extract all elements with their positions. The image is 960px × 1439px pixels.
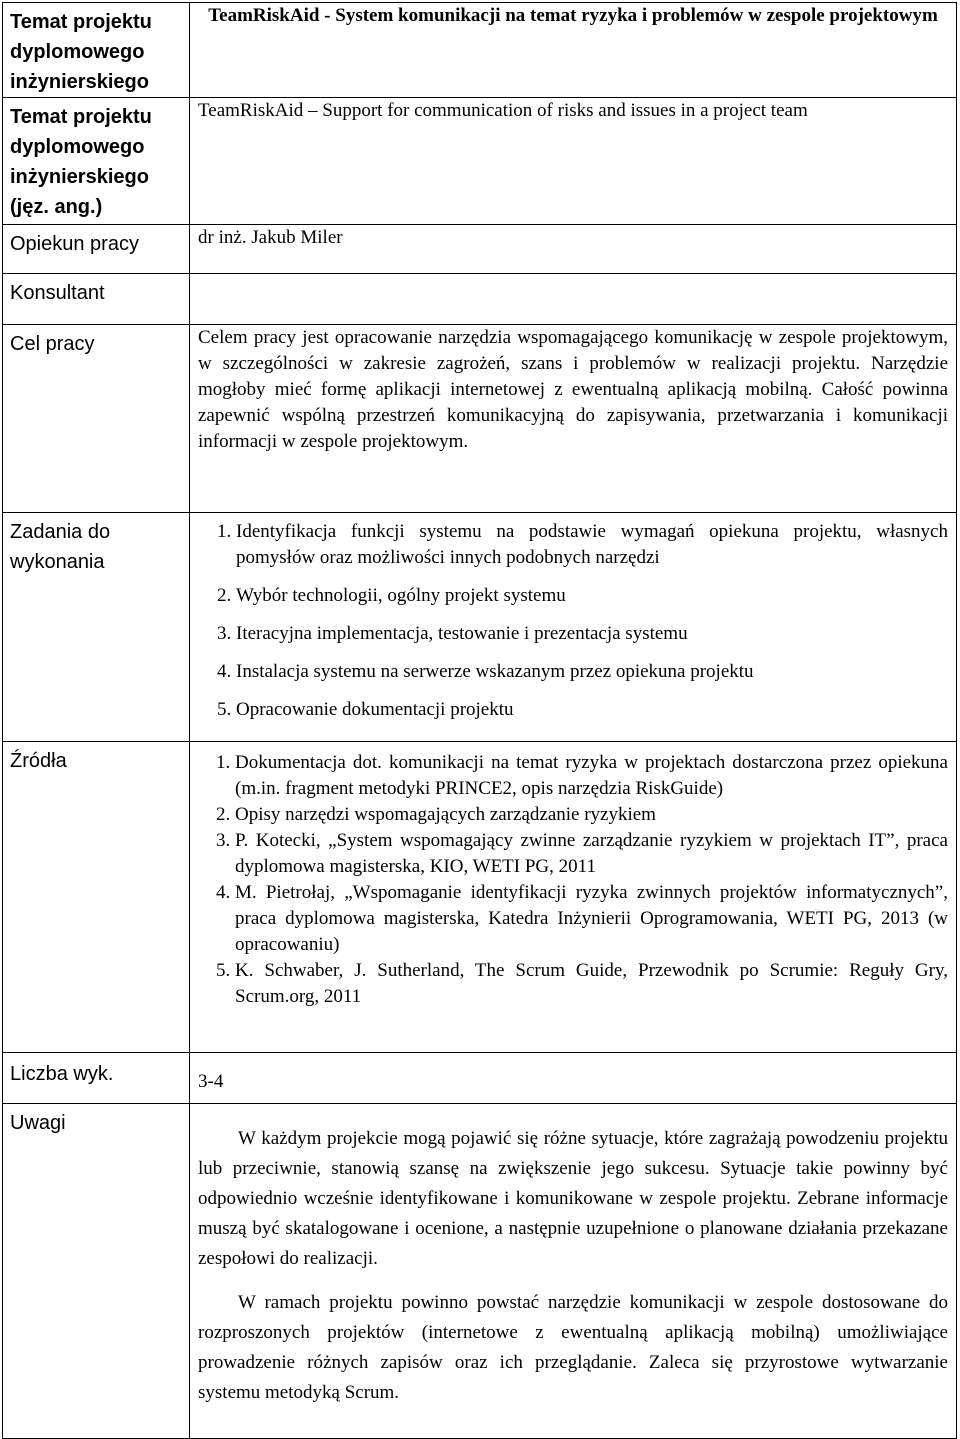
source-item-3: 3. P. Kotecki, „System wspomagający zwinne zarządzanie ryzykiem w projektach IT”, praca dyplomowa magisterska, KIO, WETI PG, 2011 xyxy=(235,828,948,880)
source-item-4: 4. M. Pietrołaj, „Wspomaganie identyfikacji ryzyka zwinnych projektów informatycznych”, praca dyplomowa magisterska, Katedra Inżynierii Oprogramowania, WETI PG, 2013 (w opracowaniu) xyxy=(235,880,948,958)
row-sources xyxy=(3,742,957,1053)
tasks-list xyxy=(198,519,948,723)
row-supervisor xyxy=(3,225,957,274)
notes-paragraph-2: W ramach projektu powinno powstać narzędzie komunikacji w zespole dostosowane do rozproszonych projektów (internetowe z ewentualną aplikacją mobilną) umożliwiające prowadzenie różnych zapisów oraz ich przeglądanie. Zaleca się przyrostowe wytwarzanie systemu metodyką Scrum. xyxy=(198,1292,948,1403)
task-item-4: 4. Instalacja systemu na serwerze wskazanym przez opiekuna projektu xyxy=(236,659,948,685)
label-notes: Uwagi xyxy=(3,1104,190,1439)
goal-value: Celem pracy jest opracowanie narzędzia wspomagającego komunikację w zespole projektowym, w szczególności w zakresie zagrożeń, szans i problemów w realizacji projektu. Narzędzie mogłoby mieć formę aplikacji internetowej z ewentualną aplikacją mobilną. Całość powinna zapewnić wspólną przestrzeń komunikacyjną do zapisywania, przetwarzania i komunikacji informacji w zespole projektowym. xyxy=(190,325,957,513)
row-notes xyxy=(3,1104,957,1439)
label-tasks: Zadania do wykonania xyxy=(3,513,190,742)
topic-pl-value: TeamRiskAid - System komunikacji na temat ryzyka i problemów w zespole projektowym xyxy=(190,3,957,98)
tasks-value xyxy=(190,513,957,742)
row-tasks xyxy=(3,513,957,742)
label-goal: Cel pracy xyxy=(3,325,190,513)
row-students xyxy=(3,1053,957,1104)
label-sources: Źródła xyxy=(3,742,190,1053)
label-supervisor: Opiekun pracy xyxy=(3,225,190,274)
row-goal xyxy=(3,325,957,513)
label-topic-pl: Temat projektu dyplomowego inżynierskiego xyxy=(3,3,190,98)
task-item-2: 2. Wybór technologii, ogólny projekt systemu xyxy=(236,583,948,609)
label-consultant: Konsultant xyxy=(3,274,190,325)
row-topic-en xyxy=(3,98,957,225)
sources-value xyxy=(190,742,957,1053)
task-item-5: 5. Opracowanie dokumentacji projektu xyxy=(236,697,948,723)
notes-paragraph-1: W każdym projekcie mogą pojawić się różne sytuacje, które zagrażają powodzeniu projektu lub przeciwnie, stanowią szansę na zwiększenie jego sukcesu. Sytuacje takie powinny być odpowiednio wcześnie identyfikowane i komunikowane w zespole projektu. Zebrane informacje muszą być skatalogowane i ocenione, a następnie uzupełnione o planowane działania przekazane zespołowi do realizacji. xyxy=(198,1128,948,1269)
source-item-1: 1. Dokumentacja dot. komunikacji na temat ryzyka w projektach dostarczona przez opiekuna (m.in. fragment metodyki PRINCE2, opis narzędzia RiskGuide) xyxy=(235,750,948,802)
sources-list xyxy=(198,750,948,1010)
source-item-5: 5. K. Schwaber, J. Sutherland, The Scrum Guide, Przewodnik po Scrumie: Reguły Gry, Scrum.org, 2011 xyxy=(235,958,948,1010)
source-item-2: 2. Opisy narzędzi wspomagających zarządzanie ryzykiem xyxy=(235,802,948,828)
task-item-3: 3. Iteracyjna implementacja, testowanie i prezentacja systemu xyxy=(236,621,948,647)
topic-en-value: TeamRiskAid – Support for communication of risks and issues in a project team xyxy=(190,98,957,225)
topic-table xyxy=(2,2,957,1439)
row-consultant xyxy=(3,274,957,325)
label-students: Liczba wyk. xyxy=(3,1053,190,1104)
consultant-value xyxy=(190,274,957,325)
supervisor-value: dr inż. Jakub Miler xyxy=(190,225,957,274)
notes-value xyxy=(190,1104,957,1439)
label-topic-en: Temat projektu dyplomowego inżynierskiego (jęz. ang.) xyxy=(3,98,190,225)
students-value: 3-4 xyxy=(190,1053,957,1104)
task-item-1: 1. Identyfikacja funkcji systemu na podstawie wymagań opiekuna projektu, własnych pomysłów oraz możliwości innych podobnych narzędzi xyxy=(236,519,948,571)
row-topic-pl xyxy=(3,3,957,98)
